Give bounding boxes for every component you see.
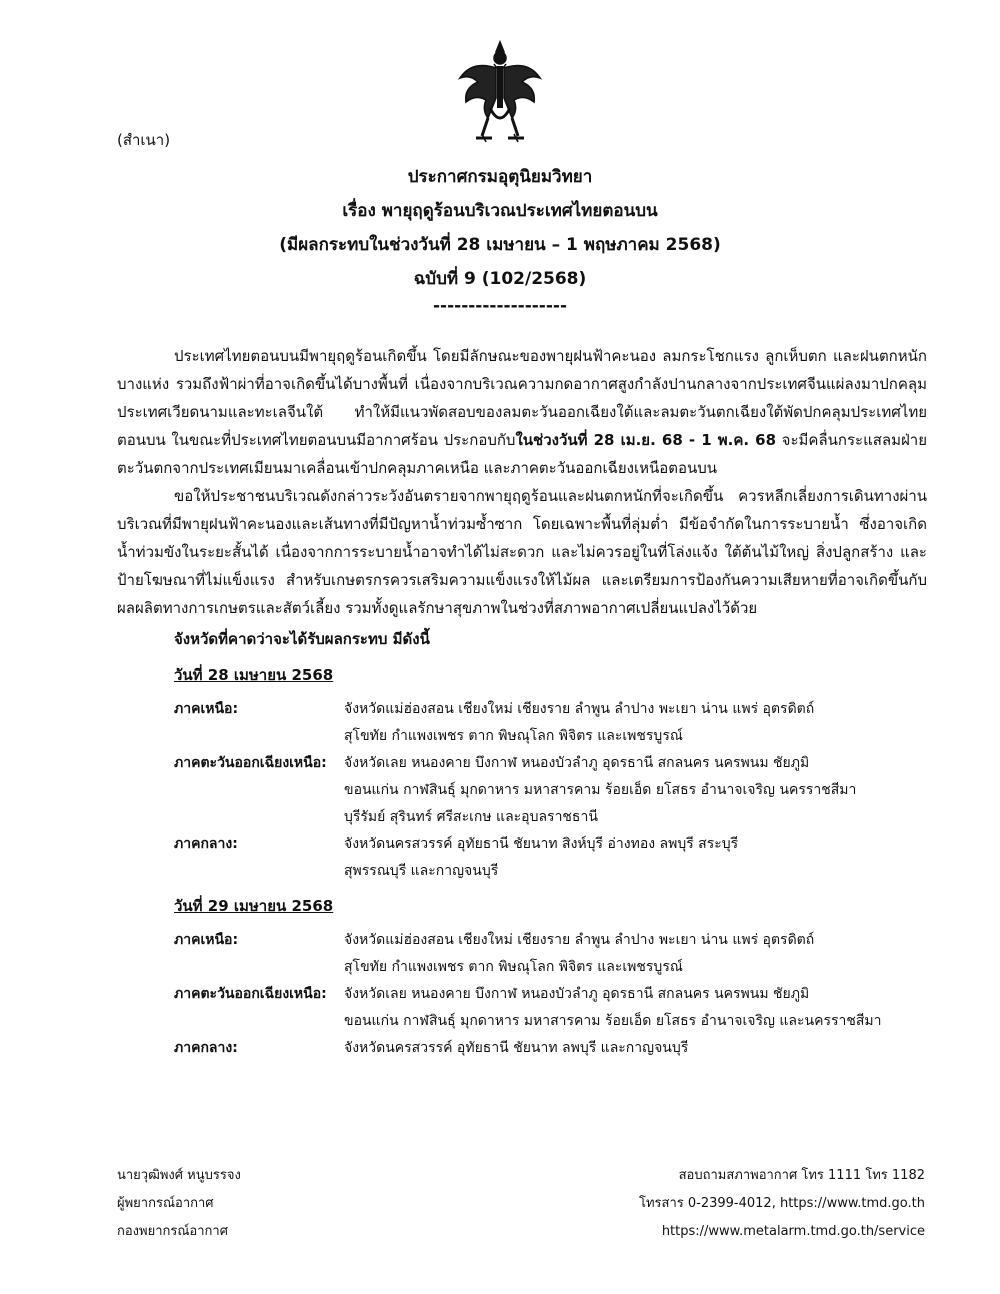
paragraph-advice: ขอให้ประชาชนบริเวณดังกล่าวระวังอันตรายจากพายุฤดูร้อนและฝนตกหนักที่จะเกิดขึ้น ควรหลีกเลี่ยงการเดินทางผ่านบริเวณที่มีพายุฝนฟ้าคะนองและเส้นทางที่มีปัญหาน้ำท่วมซ้ำซาก โดยเฉพาะพื้นที่ลุ่มต่ำ มีข้อจำกัดในการระบายน้ำ ซึ่งอาจเกิดน้ำท่วมขังในระยะสั้นได้ เนื่องจากการระบายน้ำอาจทำได้ไม่สะดวก และไม่ควรอยู่ในที่โล่งแจ้ง ใต้ต้นไม้ใหญ่ สิ่งปลูกสร้าง และป้ายโฆษณาที่ไม่แข็งแรง สำหรับเกษตรกรควรเสริมความแข็งแรงให้ไม้ผล และเตรียมการป้องกันความเสียหายที่อาจเกิดขึ้นกับผลผลิตทางการเกษตรและสัตว์เลี้ยง รวมทั้งดูแลรักษาสุขภาพในช่วงที่สภาพอากาศเปลี่ยนแปลงไว้ด้วย [117,487,927,617]
paragraph-cause [117,342,927,482]
province-line: จังหวัดนครสวรรค์ อุทัยธานี ชัยนาท ลพบุรี และกาญจนบุรี [344,1040,689,1056]
region-label: ภาคเหนือ: [174,701,239,717]
announcement-body [117,342,927,1062]
region-provinces [344,831,927,885]
title-line-3: (มีผลกระทบในช่วงวันที่ 28 เมษายน – 1 พฤษภาคม 2568) [279,235,721,255]
region-row [117,696,927,750]
region-row [117,927,927,981]
province-line: จังหวัดเลย หนองคาย บึงกาฬ หนองบัวลำภู อุดรธานี สกลนคร นครพนม ชัยภูมิ [344,986,810,1002]
title-line-4: ฉบับที่ 9 (102/2568) [413,269,587,289]
affected-heading: จังหวัดที่คาดว่าจะได้รับผลกระทบ มีดังนี้ [174,630,430,648]
region-provinces [344,750,927,831]
region-label: ภาคกลาง: [174,1040,238,1056]
province-line: จังหวัดแม่ฮ่องสอน เชียงใหม่ เชียงราย ลำพูน ลำปาง พะเยา น่าน แพร่ อุตรดิตถ์ [344,932,815,948]
forecaster-signature [117,1162,241,1246]
region-row [117,981,927,1035]
province-line: จังหวัดเลย หนองคาย บึงกาฬ หนองบัวลำภู อุดรธานี สกลนคร นครพนม ชัยภูมิ [344,755,810,771]
title-divider: ------------------- [432,296,568,316]
forecaster-name: นายวุฒิพงศ์ หนูบรรจง [117,1168,241,1183]
day-date: วันที่ 28 เมษายน 2568 [174,666,334,684]
paragraph-cause-period: ในช่วงวันที่ 28 เม.ย. 68 - 1 พ.ค. 68 [515,431,777,449]
province-line: สุโขทัย กำแพงเพชร ตาก พิษณุโลก พิจิตร และเพชรบูรณ์ [344,728,683,744]
region-row [117,831,927,885]
title-line-2: เรื่อง พายุฤดูร้อนบริเวณประเทศไทยตอนบน [342,201,658,221]
region-provinces [344,1035,927,1062]
paragraph-cause-text: ประเทศไทยตอนบนมีพายุฤดูร้อนเกิดขึ้น โดยมีลักษณะของพายุฝนฟ้าคะนอง ลมกระโชกแรง ลูกเห็บตก และฝนตกหนักบางแห่ง รวมถึงฟ้าผ่าที่อาจเกิดขึ้นได้บางพื้นที่ เนื่องจากบริเวณความกดอากาศสูงกำลังปานกลางจากประเทศจีนแผ่ลงมาปกคลุมประเทศเวียดนามและทะเลจีนใต้ ทำให้มีแนวพัดสอบของลมตะวันออกเฉียงใต้และลมตะวันตกเฉียงใต้พัดปกคลุมประเทศไทยตอนบน ในขณะที่ประเทศไทยตอนบนมีอากาศร้อน ประกอบกับ [117,347,927,449]
forecaster-division: กองพยากรณ์อากาศ [117,1224,228,1239]
region-label: ภาคเหนือ: [174,932,239,948]
region-provinces [344,981,927,1035]
region-label: ภาคตะวันออกเฉียงเหนือ: [174,755,327,771]
forecaster-position: ผู้พยากรณ์อากาศ [117,1196,214,1211]
region-provinces [344,696,927,750]
region-provinces [344,927,927,981]
region-label: ภาคกลาง: [174,836,238,852]
day-date: วันที่ 29 เมษายน 2568 [174,897,334,915]
title-line-1: ประกาศกรมอุตุนิยมวิทยา [407,167,593,187]
province-line: บุรีรัมย์ สุรินทร์ ศรีสะเกษ และอุบลราชธานี [344,809,598,825]
province-line: จังหวัดแม่ฮ่องสอน เชียงใหม่ เชียงราย ลำพูน ลำปาง พะเยา น่าน แพร่ อุตรดิตถ์ [344,701,815,717]
region-label: ภาคตะวันออกเฉียงเหนือ: [174,986,327,1002]
garuda-emblem-icon [452,38,548,144]
province-line: จังหวัดนครสวรรค์ อุทัยธานี ชัยนาท สิงห์บุรี อ่างทอง ลพบุรี สระบุรี [344,836,739,852]
copy-label: (สำเนา) [117,131,171,149]
contact-phone: สอบถามสภาพอากาศ โทร 1111 โทร 1182 [678,1168,925,1183]
province-line: ขอนแก่น กาฬสินธุ์ มุกดาหาร มหาสารคาม ร้อยเอ็ด ยโสธร อำนาจเจริญ และนครราชสีมา [344,1013,882,1029]
region-row [117,750,927,831]
province-line: สุโขทัย กำแพงเพชร ตาก พิษณุโลก พิจิตร และเพชรบูรณ์ [344,959,683,975]
announcement-title [0,160,1000,316]
contact-fax-website[interactable]: โทรสาร 0-2399-4012, https://www.tmd.go.th [639,1196,925,1211]
province-line: สุพรรณบุรี และกาญจนบุรี [344,863,499,879]
province-line: ขอนแก่น กาฬสินธุ์ มุกดาหาร มหาสารคาม ร้อยเอ็ด ยโสธร อำนาจเจริญ นครราชสีมา [344,782,857,798]
paragraph-cause-text-2: จะมีคลื่นกระแสลมฝ่ายตะวันตกจากประเทศเมียนมาเคลื่อนเข้าปกคลุมภาคเหนือ และภาคตะวันออกเฉียงเหนือตอนบน [117,431,927,477]
contact-service-link[interactable]: https://www.metalarm.tmd.go.th/service [661,1224,925,1239]
contact-info [639,1162,925,1246]
region-row [117,1035,927,1062]
